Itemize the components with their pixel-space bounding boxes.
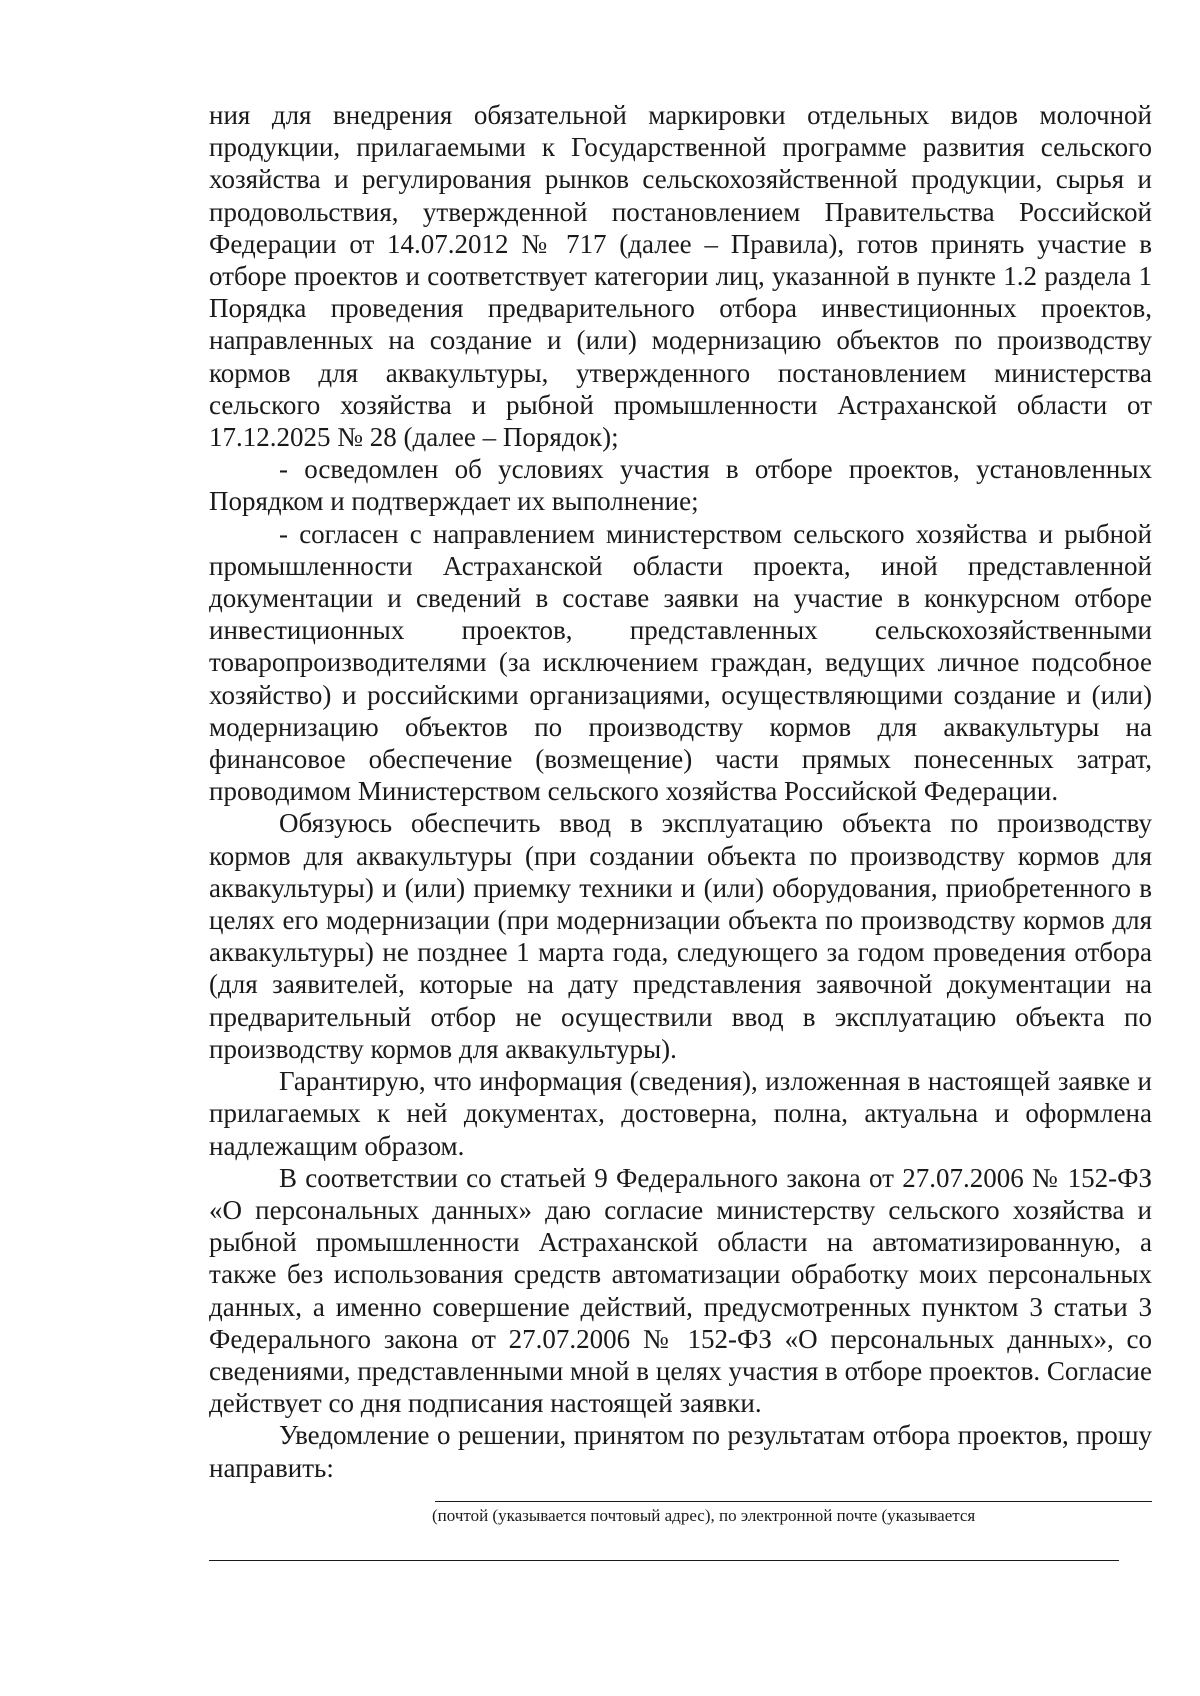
- paragraph-commitment: Обязуюсь обеспечить ввод в эксплуатацию объекта по производству кормов для аквакультуры (при создании объекта по производству кормов для аквакультуры) и (или) приемку техники и (или) оборудования, приобретенного в целях его модернизации (при модернизации объекта по производству кормов для аквакультуры) не позднее 1 марта года, следующего за годом проведения отбора (для заявителей, которые на дату представления заявочной документации на предварительный отбор не осуществили ввод в эксплуатацию объекта по производству кормов для аквакультуры).: [209, 808, 1152, 1064]
- paragraph-personal-data: В соответствии со статьей 9 Федерального закона от 27.07.2006 № 152-ФЗ «О персональных данных» даю согласие министерству сельского хозяйства и рыбной промышленности Астраханской области на автоматизированную, а также без использования средств автоматизации обработку моих персональных данных, а именно совершение действий, предусмотренных пунктом 3 статьи 3 Федерального закона от 27.07.2006 № 152-ФЗ «О персональных данных», со сведениями, представленными мной в целях участия в отборе проектов. Согласие действует со дня подписания настоящей заявки.: [209, 1162, 1152, 1419]
- paragraph-notification: Уведомление о решении, принятом по результатам отбора проектов, прошу направить:: [209, 1420, 1152, 1483]
- notification-fill-line-continued: [209, 1560, 1119, 1561]
- paragraph-guarantee: Гарантирую, что информация (сведения), изложенная в настоящей заявке и прилагаемых к ней документах, достоверна, полна, актуальна и оформлена надлежащим образом.: [209, 1066, 1152, 1161]
- document-body: [209, 99, 1152, 1484]
- notification-field-hint: (почтой (указывается почтовый адрес), по электронной почте (указывается: [432, 1506, 976, 1525]
- paragraph-consent-direction: - согласен с направлением министерством сельского хозяйства и рыбной промышленности Астраханской области проекта, иной представленной документации и сведений в составе заявки на участие в конкурсном отборе инвестиционных проектов, представленных сельскохозяйственными товаропроизводителями (за исключением граждан, ведущих личное подсобное хозяйство) и российскими организациями, осуществляющими создание и (или) модернизацию объектов по производству кормов для аквакультуры на финансовое обеспечение (возмещение) части прямых понесенных затрат, проводимом Министерством сельского хозяйства Российской Федерации.: [209, 518, 1152, 807]
- paragraph-informed: - осведомлен об условиях участия в отборе проектов, установленных Порядком и подтверждает их выполнение;: [209, 454, 1152, 517]
- paragraph-continuation: ния для внедрения обязательной маркировки отдельных видов молочной продукции, прилагаемыми к Государственной программе развития сельского хозяйства и регулирования рынков сельскохозяйственной продукции, сырья и продовольствия, утвержденной постановлением Правительства Российской Федерации от 14.07.2012 № 717 (далее – Правила), готов принять участие в отборе проектов и соответствует категории лиц, указанной в пункте 1.2 раздела 1 Порядка проведения предварительного отбора инвестиционных проектов, направленных на создание и (или) модернизацию объектов по производству кормов для аквакультуры, утвержденного постановлением министерства сельского хозяйства и рыбной промышленности Астраханской области от 17.12.2025 № 28 (далее – Порядок);: [209, 100, 1152, 453]
- notification-fill-line: [435, 1501, 1152, 1502]
